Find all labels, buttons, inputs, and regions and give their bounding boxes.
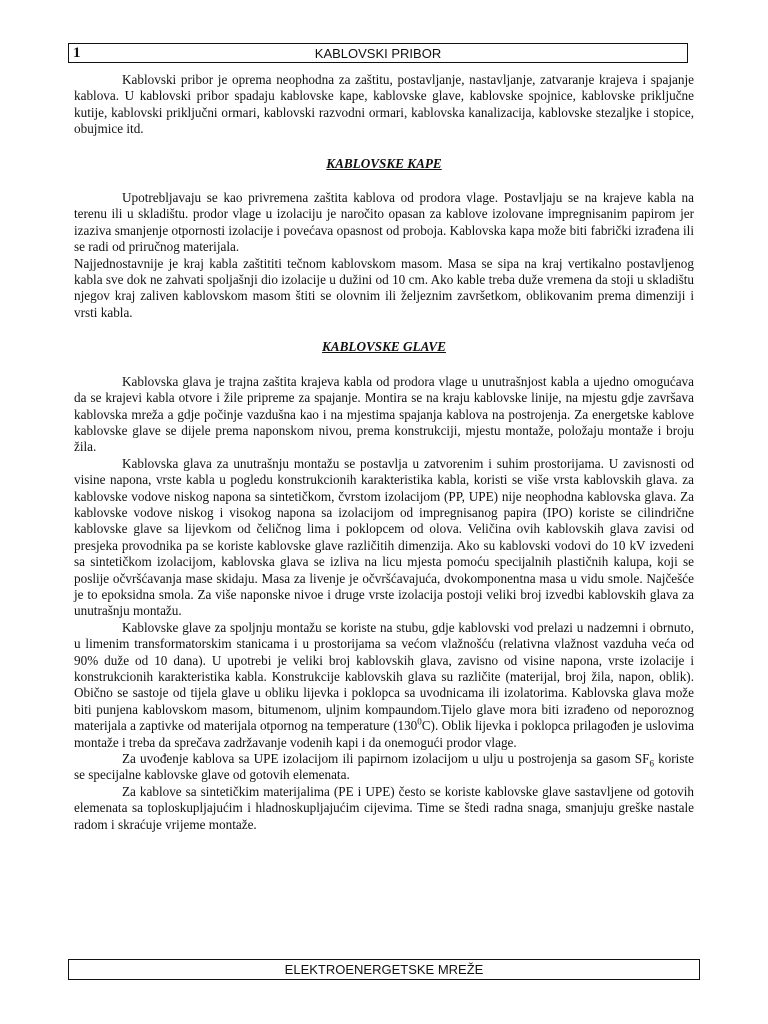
glave-p4-text-b: koriste se specijalne kablovske glave od gotovih elemenata. <box>74 751 694 783</box>
sf6-subscript: 6 <box>649 758 654 769</box>
header-title: KABLOVSKI PRIBOR <box>314 46 442 61</box>
glave-paragraph-5: Za kablove sa sintetičkim materijalima (PE i UPE) često se koriste kablovske glave sastavljene od gotovih elemenata sa toploskupljajućim i hladnoskupljajućim cijevima. Time se štedi radna snaga, smanjuju greške nastale radom i skraćuje vrijeme montaže. <box>74 783 694 832</box>
glave-paragraph-2: Kablovska glava za unutrašnju montažu se postavlja u zatvorenim i suhim prostorijama. U zavisnosti od visine napona, vrste kabla u pogledu konstrukcionih karakteristika kabla, koristi se više vrsta kablovskih glava. za kablovske vodove niskog napona sa sintetičkom, čvrstom izolacijom (PP, UPE) nije neophodna kablovska glava. Za kablovske vodove niskog i visokog napona sa izolacijom od impregnisanog papira (IPO) koriste se cilindrične kablovske glave sa lijevkom od čeličnog lima i poklopcem od olova. Veličina ovih kablovskih glava zavisi od presjeka provodnika pa se koriste kablovske glave različitih dimenzija. Ako su kablovski vodovi do 10 kV izvedeni sa sintetičkom izolacijom, kablovska glava se izliva na licu mjesta pomoću specijalnih plastičnih kalupa, koji se poslije očvršćavanja mase skidaju. Masa za livenje je očvršćavajuća, dvokomponentna masa u vidu smole. Najčešće je to epoksidna smola. Za više naponske nivoe i druge vrste izolacija postoji veliki broj izvedbi kablovskih glava za unutrašnju montažu. <box>74 455 694 619</box>
kape-paragraph-1: Upotrebljavaju se kao privremena zaštita kablova od prodora vlage. Postavljaju se na krajeve kabla na terenu ili u skladištu. prodor vlage u izolaciju je naročito opasan za kablove izolovane impregnisanim papirom jer izaziva smanjenje otpornosti izolacije i povećava opasnost od proboja. Kablovska kapa može biti fabrički izrađena ili se radi od priručnog materijala. <box>74 190 694 255</box>
glave-p4-text-a: Za uvođenje kablova sa UPE izolacijom ili papirnom izolacijom u ulju u postrojenja sa gasom SF <box>122 751 650 767</box>
page-number: 1 <box>73 45 81 61</box>
intro-paragraph: Kablovski pribor je oprema neophodna za zaštitu, postavljanje, nastavljanje, zatvaranje krajeva i spajanje kablova. U kablovski pribor spadaju kablovske kape, kablovske glave, kablovske spojnice, kablovske priključne kutije, kablovski priključni ormari, kablovski razvodni ormari, kablovska kanalizacija, kablovske stezaljke i stopice, obujmice itd. <box>74 72 694 137</box>
glave-paragraph-1: Kablovska glava je trajna zaštita krajeva kabla od prodora vlage u unutrašnjost kabla a ujedno omogućava da se krajevi kabla otvore i žile pripreme za spajanje. Montira se na kraju kablovske linije, na mjestu gdje završava kablovska mreža a gdje počinje vazdušna kao i na mjestima spajanja kablova na postrojenja. Za energetske kablove kablovske glave se dijele prema naponskom nivou, prema konstrukciji, mjestu montaže, položaju montaže i broju žila. <box>74 373 694 455</box>
kape-paragraph-2: Najjednostavnije je kraj kabla zaštititi tečnom kablovskom masom. Masa se sipa na kraj vertikalno postavljenog kabla sve dok ne zahvati spoljašnji dio izolacije u dužini od 10 cm. Ako kable treba duže vremena da stoji u skladištu njegov kraj zaliven kablovskom masom štiti se olovnim ili željeznim završetkom, oblikovanim prema dimenziji i vrsti kabla. <box>74 255 694 320</box>
degree-superscript: 0 <box>417 716 422 727</box>
glave-p3-text-a: Kablovske glave za spoljnju montažu se koriste na stubu, gdje kablovski vod prelazi u nadzemni i obrnuto, u limenim transformatorskim stanicama i u prostorijama sa većom vlažnošću (relativna vlažnost vazduha veća od 90% duže od 10 dana). U upotrebi je veliki broj kablovskih glava, zavisno od visine napona, vrste izolacije i konstrukcionih karakteristika kabla. Konstrukcije kablovskih glava su različite (materijal, broj žila, napon, oblik). Obično se sastoje od tijela glave u obliku lijevka i poklopca sa uvodnicama ili izolatorima. Kablovska glava može biti punjena kablovskom masom, bitumenom, uljnim kompaundom.Tijelo glave mora biti izrađeno od neporoznog materijala a zaptivke od materijala otpornog na temperature (130 <box>74 619 694 734</box>
glave-paragraph-4 <box>74 751 694 784</box>
footer-title: ELEKTROENERGETSKE MREŽE <box>284 962 484 977</box>
page-footer <box>68 959 700 980</box>
section-heading-glave: KABLOVSKE GLAVE <box>322 339 446 355</box>
glave-p3-text-b: C). Oblik lijevka i poklopca prilagođen je uslovima montaže i treba da sprečava zadržavanje vodenih kapi i da onemogući prodor vlage. <box>74 718 694 750</box>
section-heading-kape: KABLOVSKE KAPE <box>326 155 442 171</box>
document-body <box>74 72 694 833</box>
glave-paragraph-3 <box>74 620 694 751</box>
page-header <box>68 43 688 63</box>
